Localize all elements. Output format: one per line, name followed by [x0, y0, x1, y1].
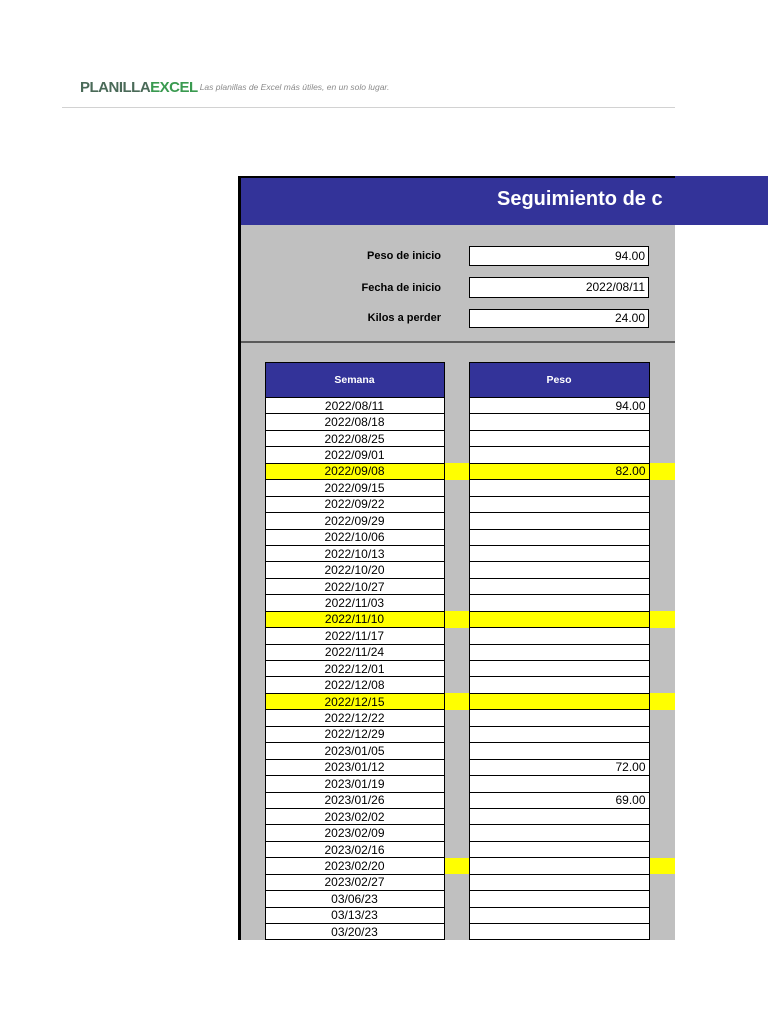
row-gap: [444, 710, 469, 726]
header-right-margin: [649, 363, 675, 398]
peso-cell: [469, 907, 649, 923]
table-row: [241, 726, 675, 742]
table-row: [241, 545, 675, 561]
table-row: [241, 447, 675, 463]
row-right-margin: [649, 578, 675, 594]
row-right-margin: [649, 661, 675, 677]
table-row: [241, 562, 675, 578]
peso-cell: [469, 743, 649, 759]
semana-header: Semana: [265, 363, 444, 398]
row-left-margin: [241, 398, 265, 414]
sheet-top-border: [238, 176, 675, 178]
row-gap: [444, 759, 469, 775]
semana-cell: 2022/11/17: [265, 628, 444, 644]
row-left-margin: [241, 562, 265, 578]
row-gap: [444, 924, 469, 940]
header-divider: [62, 107, 675, 108]
section-divider: [241, 341, 675, 343]
row-right-margin: [649, 496, 675, 512]
row-left-margin: [241, 924, 265, 940]
peso-cell: [469, 661, 649, 677]
sheet-title-bar: [241, 176, 768, 225]
peso-cell: 82.00: [469, 463, 649, 479]
row-left-margin: [241, 447, 265, 463]
row-gap: [444, 463, 469, 479]
semana-cell: 03/06/23: [265, 891, 444, 907]
semana-cell: 2023/02/20: [265, 858, 444, 874]
page-header: [80, 79, 389, 97]
table-row: [241, 743, 675, 759]
table-row: [241, 710, 675, 726]
table-row: [241, 874, 675, 890]
row-gap: [444, 644, 469, 660]
peso-cell: [469, 808, 649, 824]
semana-cell: 03/20/23: [265, 924, 444, 940]
logo-excel: EXCEL: [150, 79, 198, 96]
row-right-margin: [649, 463, 675, 479]
semana-cell: 2022/12/29: [265, 726, 444, 742]
table-row: [241, 628, 675, 644]
table-row: [241, 414, 675, 430]
peso-cell: [469, 447, 649, 463]
table-row: [241, 841, 675, 857]
semana-cell: 2022/12/15: [265, 693, 444, 709]
table-row: [241, 398, 675, 414]
row-left-margin: [241, 611, 265, 627]
row-left-margin: [241, 858, 265, 874]
row-left-margin: [241, 874, 265, 890]
table-row: [241, 808, 675, 824]
semana-cell: 2022/09/01: [265, 447, 444, 463]
row-left-margin: [241, 644, 265, 660]
row-right-margin: [649, 480, 675, 496]
semana-cell: 2023/01/12: [265, 759, 444, 775]
semana-cell: 2022/10/13: [265, 545, 444, 561]
semana-cell: 2023/01/19: [265, 776, 444, 792]
row-right-margin: [649, 677, 675, 693]
row-gap: [444, 545, 469, 561]
peso-cell: 69.00: [469, 792, 649, 808]
row-gap: [444, 562, 469, 578]
kilos-perder-value: 24.00: [469, 309, 649, 328]
weekly-weight-table: [241, 362, 675, 940]
peso-cell: [469, 513, 649, 529]
peso-cell: [469, 480, 649, 496]
semana-cell: 2022/09/22: [265, 496, 444, 512]
row-right-margin: [649, 891, 675, 907]
peso-cell: [469, 628, 649, 644]
peso-cell: [469, 595, 649, 611]
semana-cell: 2022/12/01: [265, 661, 444, 677]
table-row: [241, 595, 675, 611]
row-right-margin: [649, 644, 675, 660]
peso-inicio-value: 94.00: [469, 246, 649, 266]
row-left-margin: [241, 628, 265, 644]
peso-cell: [469, 562, 649, 578]
semana-cell: 2022/11/03: [265, 595, 444, 611]
table-row: [241, 661, 675, 677]
row-left-margin: [241, 414, 265, 430]
semana-cell: 2023/02/02: [265, 808, 444, 824]
semana-cell: 2022/10/27: [265, 578, 444, 594]
row-left-margin: [241, 463, 265, 479]
row-gap: [444, 825, 469, 841]
semana-cell: 2022/08/11: [265, 398, 444, 414]
row-gap: [444, 398, 469, 414]
semana-cell: 2022/10/20: [265, 562, 444, 578]
semana-cell: 2022/11/10: [265, 611, 444, 627]
row-left-margin: [241, 661, 265, 677]
peso-cell: [469, 677, 649, 693]
row-gap: [444, 891, 469, 907]
header-left-margin: [241, 363, 265, 398]
row-gap: [444, 578, 469, 594]
row-gap: [444, 907, 469, 923]
row-right-margin: [649, 743, 675, 759]
row-left-margin: [241, 891, 265, 907]
peso-cell: [469, 496, 649, 512]
row-right-margin: [649, 447, 675, 463]
row-right-margin: [649, 611, 675, 627]
row-gap: [444, 513, 469, 529]
row-left-margin: [241, 480, 265, 496]
semana-cell: 2022/12/08: [265, 677, 444, 693]
row-left-margin: [241, 808, 265, 824]
table-row: [241, 891, 675, 907]
semana-cell: 2022/12/22: [265, 710, 444, 726]
row-right-margin: [649, 595, 675, 611]
row-right-margin: [649, 792, 675, 808]
semana-cell: 2022/09/15: [265, 480, 444, 496]
row-right-margin: [649, 907, 675, 923]
peso-cell: [469, 874, 649, 890]
row-right-margin: [649, 858, 675, 874]
table-row: [241, 463, 675, 479]
peso-cell: [469, 924, 649, 940]
fecha-inicio-label: Fecha de inicio: [361, 282, 441, 294]
row-gap: [444, 414, 469, 430]
row-left-margin: [241, 907, 265, 923]
table-row: [241, 496, 675, 512]
row-left-margin: [241, 710, 265, 726]
table-row: [241, 611, 675, 627]
table-row: [241, 644, 675, 660]
row-left-margin: [241, 545, 265, 561]
table-body: [241, 398, 675, 940]
peso-cell: [469, 776, 649, 792]
row-gap: [444, 628, 469, 644]
row-left-margin: [241, 743, 265, 759]
table-row: [241, 907, 675, 923]
peso-cell: [469, 710, 649, 726]
row-right-margin: [649, 628, 675, 644]
table-row: [241, 759, 675, 775]
peso-cell: [469, 825, 649, 841]
row-gap: [444, 792, 469, 808]
row-gap: [444, 447, 469, 463]
peso-cell: [469, 693, 649, 709]
row-left-margin: [241, 513, 265, 529]
row-right-margin: [649, 759, 675, 775]
peso-cell: [469, 611, 649, 627]
table-row: [241, 578, 675, 594]
row-left-margin: [241, 825, 265, 841]
header-gap: [444, 363, 469, 398]
row-gap: [444, 726, 469, 742]
semana-cell: 2022/09/08: [265, 463, 444, 479]
row-gap: [444, 611, 469, 627]
row-gap: [444, 874, 469, 890]
row-gap: [444, 841, 469, 857]
row-gap: [444, 430, 469, 446]
row-right-margin: [649, 874, 675, 890]
table-row: [241, 677, 675, 693]
row-right-margin: [649, 710, 675, 726]
table-row: [241, 825, 675, 841]
tagline: Las planillas de Excel más útiles, en un solo lugar.: [199, 82, 390, 92]
planillaexcel-logo: [80, 79, 198, 97]
row-left-margin: [241, 776, 265, 792]
row-left-margin: [241, 792, 265, 808]
row-left-margin: [241, 430, 265, 446]
row-right-margin: [649, 398, 675, 414]
peso-cell: [469, 858, 649, 874]
fecha-inicio-value: 2022/08/11: [469, 277, 649, 298]
semana-cell: 03/13/23: [265, 907, 444, 923]
table-row: [241, 858, 675, 874]
semana-cell: 2022/08/25: [265, 430, 444, 446]
sheet-title: Seguimiento de c: [497, 188, 663, 210]
peso-cell: 72.00: [469, 759, 649, 775]
semana-cell: 2022/09/29: [265, 513, 444, 529]
kilos-perder-label: Kilos a perder: [367, 312, 441, 324]
peso-cell: [469, 891, 649, 907]
table-row: [241, 480, 675, 496]
row-gap: [444, 480, 469, 496]
peso-cell: [469, 529, 649, 545]
row-right-margin: [649, 726, 675, 742]
table-row: [241, 430, 675, 446]
table-header-row: [241, 363, 675, 398]
peso-cell: 94.00: [469, 398, 649, 414]
row-right-margin: [649, 513, 675, 529]
row-right-margin: [649, 562, 675, 578]
row-left-margin: [241, 496, 265, 512]
semana-cell: 2022/08/18: [265, 414, 444, 430]
table-row: [241, 924, 675, 940]
row-left-margin: [241, 693, 265, 709]
row-gap: [444, 693, 469, 709]
table-row: [241, 792, 675, 808]
row-right-margin: [649, 808, 675, 824]
row-left-margin: [241, 529, 265, 545]
peso-cell: [469, 414, 649, 430]
semana-cell: 2023/02/09: [265, 825, 444, 841]
row-gap: [444, 661, 469, 677]
row-right-margin: [649, 545, 675, 561]
row-left-margin: [241, 841, 265, 857]
row-gap: [444, 529, 469, 545]
row-gap: [444, 677, 469, 693]
peso-cell: [469, 578, 649, 594]
row-gap: [444, 595, 469, 611]
table-row: [241, 529, 675, 545]
peso-cell: [469, 644, 649, 660]
peso-cell: [469, 545, 649, 561]
semana-cell: 2022/11/24: [265, 644, 444, 660]
row-right-margin: [649, 414, 675, 430]
peso-cell: [469, 726, 649, 742]
peso-header: Peso: [469, 363, 649, 398]
row-right-margin: [649, 693, 675, 709]
peso-cell: [469, 430, 649, 446]
table-row: [241, 513, 675, 529]
row-right-margin: [649, 529, 675, 545]
semana-cell: 2023/01/05: [265, 743, 444, 759]
logo-planilla: PLANILLA: [80, 79, 151, 96]
peso-inicio-label: Peso de inicio: [367, 250, 441, 262]
semana-cell: 2023/01/26: [265, 792, 444, 808]
row-right-margin: [649, 825, 675, 841]
row-right-margin: [649, 430, 675, 446]
row-right-margin: [649, 924, 675, 940]
table-row: [241, 693, 675, 709]
row-left-margin: [241, 759, 265, 775]
row-left-margin: [241, 726, 265, 742]
row-gap: [444, 743, 469, 759]
row-gap: [444, 496, 469, 512]
row-gap: [444, 858, 469, 874]
table-row: [241, 776, 675, 792]
semana-cell: 2023/02/27: [265, 874, 444, 890]
semana-cell: 2022/10/06: [265, 529, 444, 545]
row-left-margin: [241, 578, 265, 594]
row-left-margin: [241, 595, 265, 611]
peso-cell: [469, 841, 649, 857]
row-gap: [444, 808, 469, 824]
semana-cell: 2023/02/16: [265, 841, 444, 857]
row-right-margin: [649, 841, 675, 857]
row-right-margin: [649, 776, 675, 792]
row-gap: [444, 776, 469, 792]
row-left-margin: [241, 677, 265, 693]
